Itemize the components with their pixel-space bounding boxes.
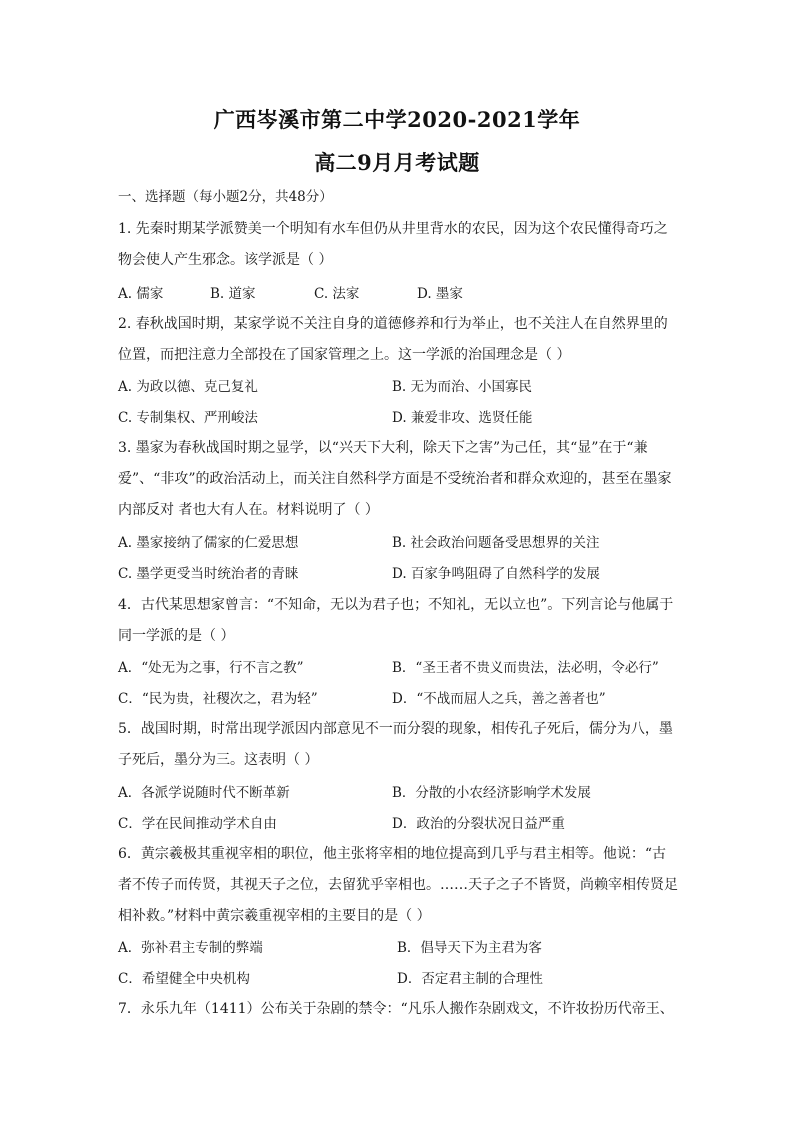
exam-title-line2: 高二9月月考试题: [314, 150, 480, 175]
exam-title-line1: 广西岑溪市第二中学2020-2021学年: [213, 107, 581, 132]
question-6-line-3: 相补救。”材料中黄宗羲重视宰相的主要目的是（ ）: [118, 908, 431, 924]
question-6-line-2: 者不传子而传贤，其视天子之位，去留犹乎宰相也。……天子之子不皆贤，尚赖宰相传贤足: [118, 877, 678, 893]
question-5-line-1: 5．战国时期，时常出现学派因内部意见不一而分裂的现象，相传孔子死后，儒分为八，墨: [118, 721, 673, 737]
question-6-option-b: B．倡导天下为主君为客: [397, 940, 542, 956]
question-3-option-d: D. 百家争鸣阻碍了自然科学的发展: [392, 566, 600, 582]
question-5-option-d: D．政治的分裂状况日益严重: [392, 816, 565, 832]
question-5-line-2: 子死后，墨分为三。这表明（ ）: [118, 752, 319, 768]
section-heading: 一、选择题（每小题2分，共48分）: [118, 189, 333, 205]
question-3-line-1: 3. 墨家为春秋战国时期之显学，以“兴天下大利，除天下之害”为己任，其“显”在于“兼: [118, 440, 648, 456]
question-2-line-2: 位置，而把注意力全部投在了国家管理之上。这一学派的治国理念是（ ）: [118, 347, 571, 363]
question-4-option-c: C．“民为贵，社稷次之，君为轻”: [118, 691, 318, 707]
question-3-option-b: B. 社会政治问题备受思想界的关注: [392, 535, 600, 551]
question-5-option-c: C．学在民间推动学术自由: [118, 816, 277, 832]
question-1-option-b: B. 道家: [210, 286, 256, 302]
question-4-option-a: A．“处无为之事，行不言之教”: [118, 660, 304, 676]
question-2-option-c: C. 专制集权、严刑峻法: [118, 410, 258, 426]
question-6-line-1: 6．黄宗羲极其重视宰相的职位，他主张将宰相的地位提高到几乎与君主相等。他说：“古: [118, 846, 667, 862]
question-4-option-d: D．“不战而屈人之兵，善之善者也”: [392, 691, 606, 707]
question-1-line-1: 1. 先秦时期某学派赞美一个明知有水车但仍从井里背水的农民，因为这个农民懂得奇巧之: [118, 221, 668, 237]
question-3-option-a: A. 墨家接纳了儒家的仁爱思想: [118, 535, 299, 551]
question-4-line-2: 同一学派的是（ ）: [118, 628, 235, 644]
question-7-line-1: 7．永乐九年（1411）公布关于杂剧的禁令：“凡乐人搬作杂剧戏文，不许妆扮历代帝王、: [118, 1001, 674, 1017]
question-6-option-a: A．弥补君主专制的弊端: [118, 940, 263, 956]
question-2-line-1: 2. 春秋战国时期，某家学说不关注自身的道德修养和行为举止，也不关注人在自然界里的: [118, 316, 668, 332]
question-1-option-a: A. 儒家: [118, 286, 164, 302]
question-2-option-d: D. 兼爱非攻、选贤任能: [392, 410, 533, 426]
question-1-option-c: C. 法家: [314, 286, 360, 302]
question-6-option-c: C．希望健全中央机构: [118, 971, 250, 987]
question-6-option-d: D．否定君主制的合理性: [397, 971, 543, 987]
question-3-option-c: C. 墨学更受当时统治者的青睐: [118, 566, 299, 582]
question-4-line-1: 4．古代某思想家曾言：“不知命，无以为君子也；不知礼，无以立也”。下列言论与他属于: [118, 597, 674, 613]
question-5-option-b: B．分散的小农经济影响学术发展: [392, 785, 591, 801]
question-2-option-a: A. 为政以德、克己复礼: [118, 379, 258, 395]
question-4-option-b: B．“圣王者不贵义而贵法，法必明，令必行”: [392, 660, 659, 676]
question-1-option-d: D. 墨家: [417, 286, 463, 302]
question-3-line-2: 爱”、“非攻”的政治活动上，而关注自然科学方面是不受统治者和群众欢迎的，甚至在墨家: [118, 471, 672, 487]
question-2-option-b: B. 无为而治、小国寡民: [392, 379, 533, 395]
question-5-option-a: A．各派学说随时代不断革新: [118, 785, 290, 801]
question-3-line-3: 内部反对 者也大有人在。材料说明了（ ）: [118, 502, 379, 518]
question-1-line-2: 物会使人产生邪念。该学派是（ ）: [118, 252, 333, 268]
